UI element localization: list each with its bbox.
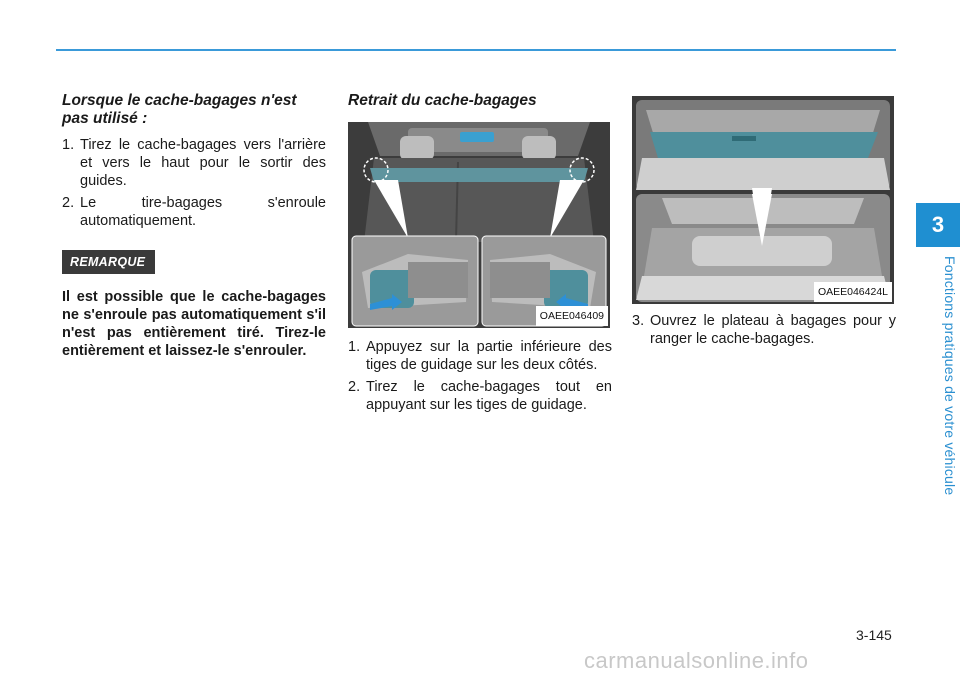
figure-caption: OAEE046424L — [814, 282, 892, 302]
section-title-unused: Lorsque le cache-bagages n'est pas utilisé : — [62, 92, 297, 127]
step-text: Tirez le cache-bagages tout en appuyant sur les tiges de guidage. — [366, 379, 612, 413]
watermark: carmanualsonline.info — [584, 648, 809, 673]
step-text: Appuyez sur la partie inférieure des tiges de guidage sur les deux côtés. — [366, 339, 612, 373]
step-number: 2. — [62, 195, 75, 211]
remarque-wrapper — [62, 250, 326, 274]
section-title-removal: Retrait du cache-bagages — [348, 92, 537, 109]
step-text: Ouvrez le plateau à bagages pour y ranger le cache-bagages. — [650, 313, 896, 347]
step-item — [348, 338, 612, 374]
step-text: Le tire-bagages s'enroule automatiquement. — [80, 195, 326, 229]
right-steps — [632, 312, 896, 348]
chapter-label: Fonctions pratiques de votre véhicule — [942, 256, 958, 496]
middle-steps — [348, 338, 612, 414]
step-item — [632, 312, 896, 348]
step-number: 1. — [62, 137, 75, 153]
step-number: 3. — [632, 313, 645, 329]
step-text: Tirez le cache-bagages vers l'arrière et vers le haut pour le sortir des guides. — [80, 137, 326, 189]
figure-storage-tray — [632, 96, 894, 304]
figure-caption: OAEE046409 — [536, 306, 608, 326]
remarque-note: Il est possible que le cache-bagages ne s'enroule pas automatiquement s'il n'est pas entièrement tiré. Tirez-le entièrement et laissez-le s'enrouler. — [62, 289, 326, 359]
middle-column — [348, 92, 612, 418]
trunk-guide-rods-illustration — [348, 122, 610, 328]
trunk-storage-illustration — [632, 96, 894, 304]
chapter-tab[interactable]: 3 — [916, 203, 960, 247]
step-item — [62, 136, 326, 190]
figure-guide-rods — [348, 122, 610, 328]
left-column — [62, 92, 326, 360]
header-rule — [56, 49, 896, 51]
step-number: 2. — [348, 379, 361, 395]
left-steps — [62, 136, 326, 230]
step-item — [348, 378, 612, 414]
right-column — [632, 96, 896, 352]
step-item — [62, 194, 326, 230]
page-number: 3-145 — [856, 627, 892, 643]
step-number: 1. — [348, 339, 361, 355]
remarque-badge: REMARQUE — [62, 250, 155, 274]
